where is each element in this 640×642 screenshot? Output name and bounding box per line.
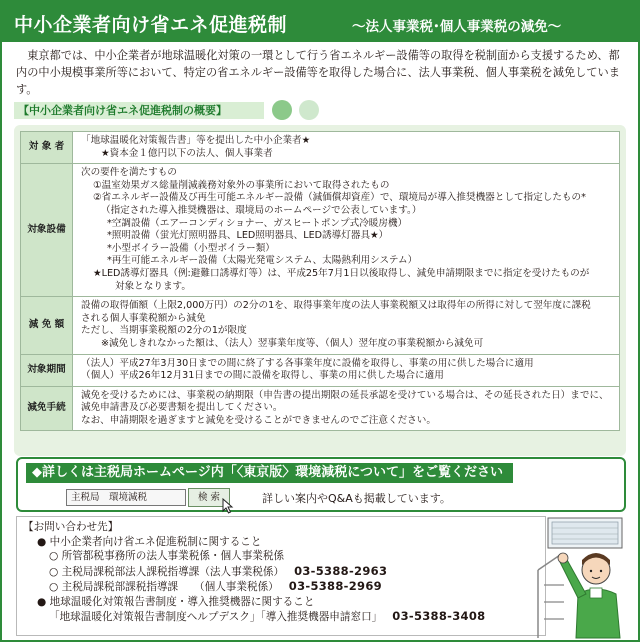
contact-group-title: ● 中小企業者向け省エネ促進税制に関すること bbox=[37, 535, 262, 548]
summary-section-label: 【中小企業者向け省エネ促進税制の概要】 bbox=[14, 102, 264, 119]
contact-item bbox=[23, 579, 539, 595]
summary-line: *照明設備（蛍光灯照明器具、LED照明器具、LED誘導灯器具★） bbox=[107, 230, 389, 242]
mouse-cursor-icon bbox=[222, 498, 236, 514]
homepage-link-box bbox=[16, 457, 626, 512]
summary-line: ただし、当期事業税額の2分の1が限度 bbox=[81, 325, 247, 337]
contact-box bbox=[16, 516, 546, 636]
summary-line: ※減免しきれなかった額は、（法人）翌事業年度等、（個人）翌年度の事業税額から減免可 bbox=[101, 337, 484, 349]
title-bar bbox=[2, 2, 638, 42]
search-input[interactable]: 主税局 環境減税 bbox=[66, 489, 186, 506]
contact-phone[interactable]: 03-5388-2969 bbox=[288, 579, 382, 593]
summary-line: （法人）平成27年3月30日までの間に終了する各事業年度に設備を取得し、事業の用に供した場合に適用 bbox=[81, 357, 534, 369]
contact-item-name: ○ 主税局課税部法人課税指導課（法人事業税係） bbox=[49, 565, 285, 578]
contact-group-title: ● 地球温暖化対策報告書制度・導入推奨機器に関すること bbox=[37, 595, 315, 608]
contact-phone[interactable]: 03-5388-3408 bbox=[392, 609, 486, 623]
summary-line: *再生可能エネルギー設備（太陽光発電システム、太陽熱利用システム） bbox=[107, 255, 418, 267]
summary-table bbox=[20, 131, 620, 431]
summary-row-content bbox=[73, 297, 620, 354]
contact-item bbox=[23, 564, 539, 580]
homepage-link-title[interactable]: ◆詳しくは主税局ホームページ内「〈東京版〉環境減税について」をご覧ください bbox=[26, 463, 513, 483]
summary-line: される個人事業税額から減免 bbox=[81, 312, 206, 324]
summary-line: ②省エネルギー設備及び再生可能エネルギー設備（減価償却資産）で、環境局が導入推奨機器として指定したもの* bbox=[93, 192, 586, 204]
summary-row bbox=[21, 297, 620, 354]
page-subtitle: ～法人事業税･個人事業税の減免～ bbox=[352, 19, 562, 35]
summary-row-header: 対象設備 bbox=[21, 164, 73, 297]
summary-row-content bbox=[73, 132, 620, 164]
summary-line: 減免申請書及び必要書類を提出してください。 bbox=[81, 402, 283, 414]
summary-line: 対象となります。 bbox=[115, 280, 191, 292]
summary-row-header: 対 象 者 bbox=[21, 132, 73, 164]
contact-item bbox=[23, 549, 539, 564]
contact-heading: 【お問い合わせ先】 bbox=[23, 521, 119, 533]
summary-row-header: 減免手続 bbox=[21, 386, 73, 431]
decorative-dot-icon bbox=[272, 100, 292, 120]
summary-line: *小型ボイラー設備（小型ボイラー類） bbox=[107, 242, 275, 254]
summary-row-content bbox=[73, 386, 620, 431]
contact-phone[interactable]: 03-5388-2963 bbox=[294, 563, 388, 578]
summary-line: 次の要件を満たすもの bbox=[81, 167, 177, 179]
decorative-dot-icon bbox=[299, 100, 319, 120]
summary-row-header: 対象期間 bbox=[21, 354, 73, 386]
page-title: 中小企業者向け省エネ促進税制 bbox=[14, 14, 288, 36]
summary-line: ★LED誘導灯器具（例:避難口誘導灯等）は、平成25年7月1日以後取得し、減免申請期限までに指定を受けたものが bbox=[93, 267, 590, 279]
summary-row bbox=[21, 132, 620, 164]
summary-row bbox=[21, 354, 620, 386]
summary-line: ①温室効果ガス総量削減義務対象外の事業所において取得されたもの bbox=[93, 179, 390, 191]
contact-groups bbox=[23, 535, 539, 625]
office-worker-illustration bbox=[530, 510, 640, 640]
summary-line: （個人）平成26年12月31日までの間に設備を取得し、事業の用に供した場合に適用 bbox=[81, 370, 444, 382]
homepage-link-note: 詳しい案内やQ&Aも掲載しています。 bbox=[262, 492, 451, 505]
contact-item bbox=[23, 609, 539, 625]
summary-line: ★資本金１億円以下の法人、個人事業者 bbox=[101, 147, 273, 159]
summary-line: 設備の取得価額（上限2,000万円）の2分の1を、取得事業年度の法人事業税額又は取得年の所得に対して翌年度に課税 bbox=[81, 300, 591, 312]
contact-item-name: ○ 所管都税事務所の法人事業税係・個人事業税係 bbox=[49, 550, 285, 562]
summary-row-content bbox=[73, 354, 620, 386]
contact-item-name: ○ 主税局課税部課税指導課 （個人事業税係） bbox=[49, 581, 279, 593]
contact-item-name: 「地球温暖化対策報告書制度ヘルプデスク」「導入推奨機器申請窓口」 bbox=[49, 611, 383, 623]
summary-row bbox=[21, 386, 620, 431]
summary-line: 減免を受けるためには、事業税の納期限（申告書の提出期限の延長承認を受けている場合は、その延長された日）までに、 bbox=[81, 389, 609, 401]
search-button[interactable]: 検 索 bbox=[188, 488, 230, 507]
summary-line: （指定された導入推奨機器は、環境局のホームページで公表しています。） bbox=[101, 204, 422, 216]
intro-paragraph: 東京都では、中小企業者が地球温暖化対策の一環として行う省エネルギー設備等の取得を税制面から支援するため、都内の中小規模事業所等において、特定の省エネルギー設備等を取得した場合に、法人事業税、個人事業税を減免しています。 bbox=[16, 49, 620, 96]
summary-row bbox=[21, 164, 620, 297]
summary-line: *空調設備（エアーコンディショナー、ガスヒートポンプ式冷暖房機） bbox=[107, 217, 408, 229]
summary-row-header: 減 免 額 bbox=[21, 297, 73, 354]
summary-line: 「地球温暖化対策報告書」等を提出した中小企業者★ bbox=[81, 135, 311, 146]
summary-line: なお、申請期限を過ぎますと減免を受けることができませんのでご注意ください。 bbox=[81, 414, 436, 426]
summary-row-content bbox=[73, 164, 620, 297]
